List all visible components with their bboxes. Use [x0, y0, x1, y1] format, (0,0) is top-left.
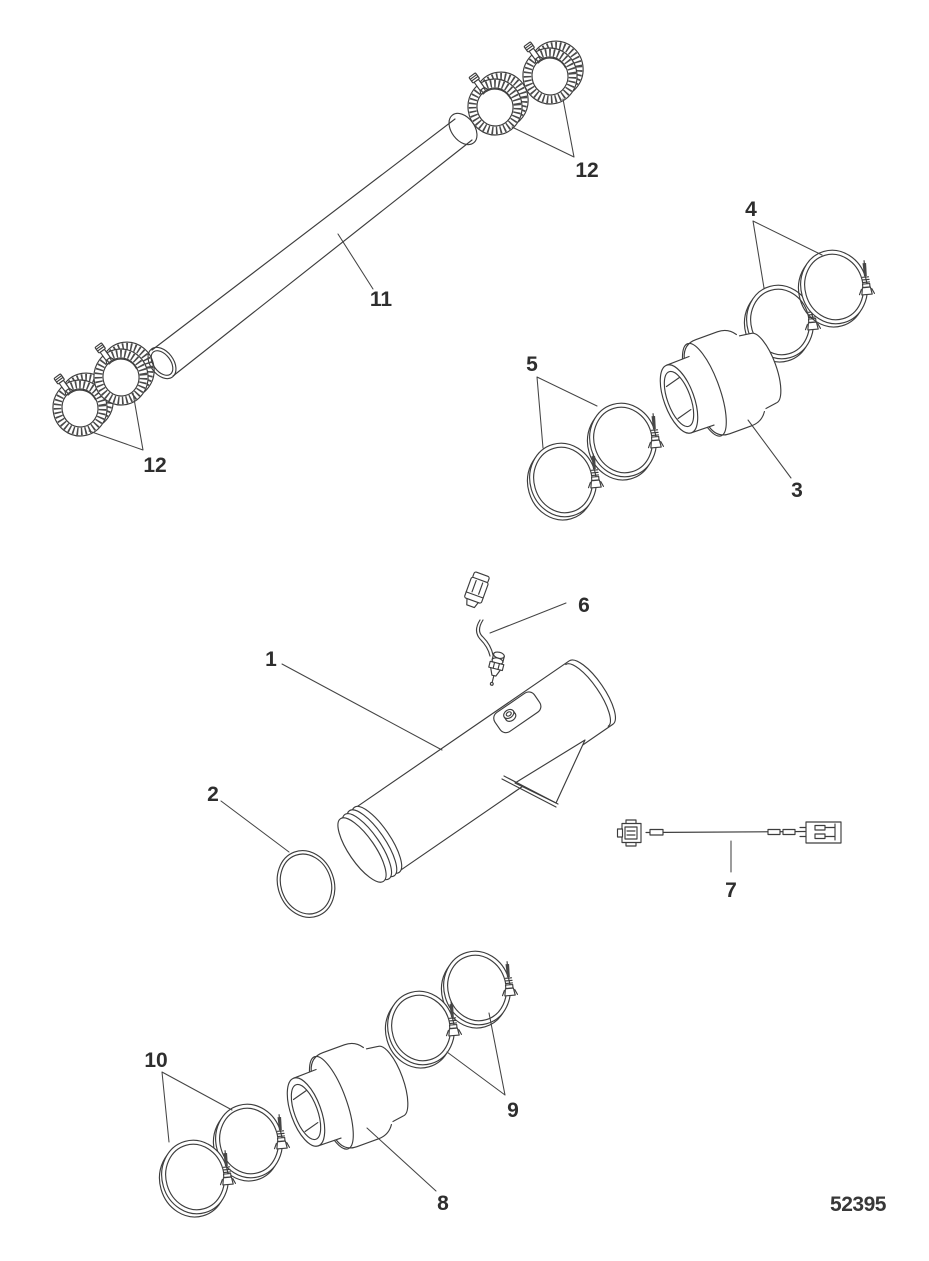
- callout-12-left: 12: [143, 454, 167, 477]
- callout-3-group: [748, 420, 803, 502]
- part-12-clamp-top-left: [463, 66, 532, 138]
- callout-9: 9: [507, 1099, 519, 1122]
- part-7-harness: [618, 820, 842, 846]
- part-2-oring: [268, 842, 344, 925]
- callout-2-group: [207, 783, 289, 852]
- callout-5: 5: [526, 353, 538, 376]
- callout-6-group: [490, 594, 590, 633]
- part-12-clamp-top-right: [518, 35, 587, 107]
- part-11-tube: [142, 108, 482, 384]
- callout-2: 2: [207, 783, 219, 806]
- callout-1: 1: [265, 648, 277, 671]
- callout-7-group: [725, 841, 737, 902]
- part-1-muffler-tube: [329, 653, 624, 890]
- callout-6: 6: [578, 594, 590, 617]
- callout-1-group: [265, 648, 442, 750]
- callout-5-group: [526, 353, 597, 448]
- callout-4: 4: [745, 198, 757, 221]
- callout-8: 8: [437, 1192, 449, 1215]
- callout-12-top: 12: [575, 159, 599, 182]
- callout-7: 7: [725, 879, 737, 902]
- drawing-number: 52395: [830, 1193, 886, 1216]
- callout-3: 3: [791, 479, 803, 502]
- callout-11-group: [338, 234, 392, 311]
- callout-11: 11: [369, 288, 393, 311]
- callout-10: 10: [144, 1049, 168, 1072]
- callout-8-group: [367, 1128, 449, 1215]
